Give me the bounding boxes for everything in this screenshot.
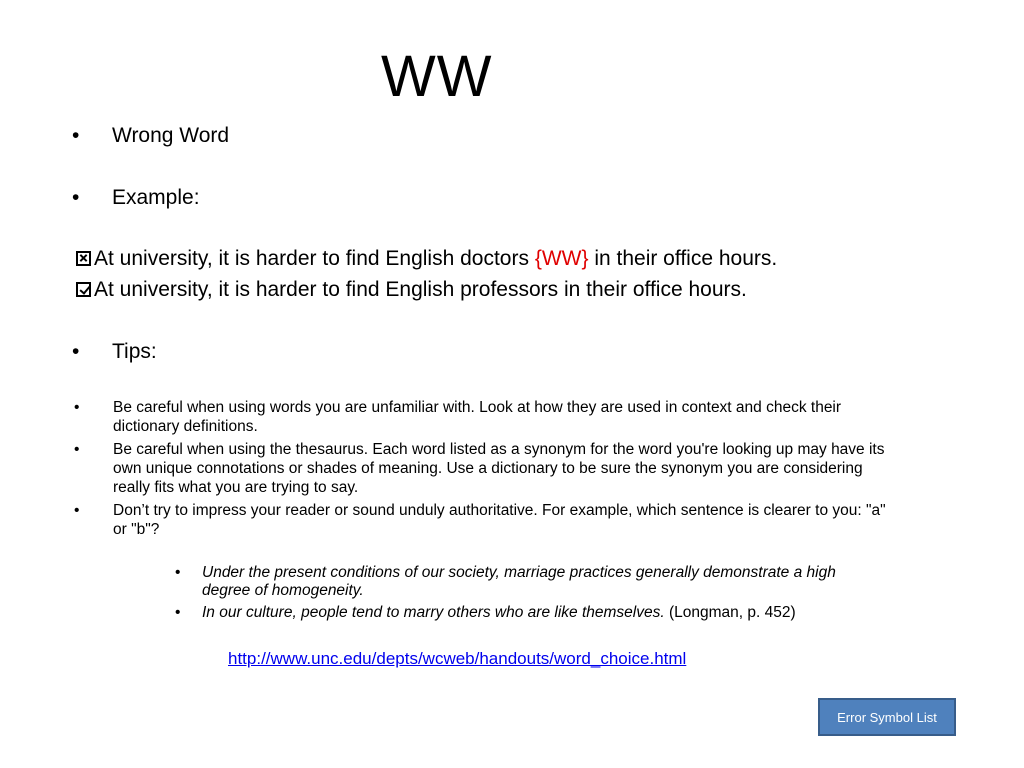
error-tag: {WW}	[534, 247, 589, 270]
bullet-example	[72, 185, 200, 211]
x-box-icon	[76, 251, 91, 266]
wrong-example-line	[76, 246, 777, 272]
bullet-tips	[72, 339, 157, 365]
bullet-dot: •	[72, 340, 80, 363]
sentence-choice-b	[174, 604, 874, 622]
tip-item: • Be careful when using words you are unfamiliar with. Look at how they are used in context and check their dictionary definitions.	[72, 398, 892, 436]
bullet-label: Example:	[112, 186, 200, 209]
tips-list	[72, 398, 892, 543]
slide-title: WW	[381, 44, 493, 109]
check-box-icon	[76, 282, 91, 297]
correct-example-text: At university, it is harder to find English professors in their office hours.	[94, 278, 747, 301]
sentence-a-text: Under the present conditions of our society, marriage practices generally demonstrate a high degree of homogeneity.	[202, 564, 836, 599]
wrong-example-after: in their office hours.	[588, 247, 778, 270]
source-link[interactable]: http://www.unc.edu/depts/wcweb/handouts/word_choice.html	[228, 649, 687, 668]
wrong-example-before: At university, it is harder to find English doctors	[94, 247, 535, 270]
citation: (Longman, p. 452)	[664, 604, 796, 621]
correct-example-line	[76, 277, 747, 303]
bullet-wrong-word	[72, 123, 229, 149]
tip-item: • Don’t try to impress your reader or sound unduly authoritative. For example, which sentence is clearer to you: "a" or "b"?	[72, 501, 892, 539]
tip-item: • Be careful when using the thesaurus. Each word listed as a synonym for the word you're looking up may have its own unique connotations or shades of meaning. Use a dictionary to be sure the synonym you are considering really fits what you are trying to say.	[72, 440, 892, 497]
bullet-label: Tips:	[112, 340, 157, 363]
sentence-choice-a	[174, 564, 874, 600]
bullet-dot: •	[72, 124, 80, 147]
bullet-dot: •	[72, 186, 80, 209]
sentence-b-text: In our culture, people tend to marry others who are like themselves.	[202, 604, 665, 621]
error-symbol-list-button[interactable]: Error Symbol List	[818, 698, 956, 736]
bullet-label: Wrong Word	[112, 124, 230, 147]
sentence-choices-list	[174, 564, 874, 626]
